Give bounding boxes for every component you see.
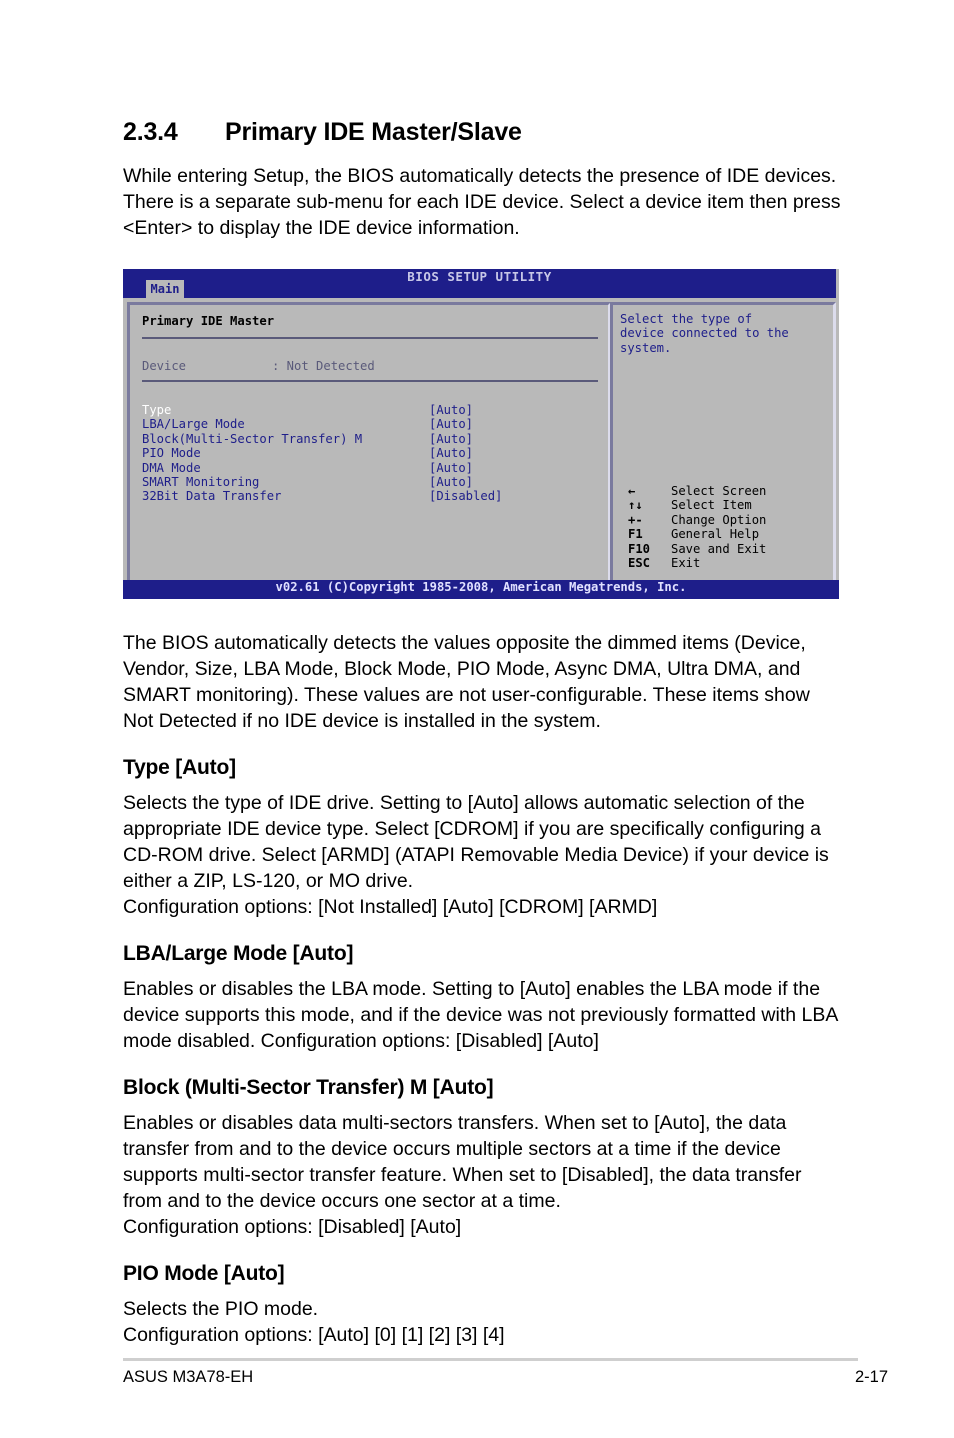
bios-divider-bottom xyxy=(142,380,598,382)
bios-item-label[interactable]: PIO Mode xyxy=(142,446,201,461)
bios-item-value[interactable]: [Auto] xyxy=(429,446,474,461)
bios-screen xyxy=(123,269,839,599)
bios-item-value[interactable]: [Auto] xyxy=(429,475,474,489)
bios-item-label[interactable]: Block(Multi-Sector Transfer) M xyxy=(142,431,363,446)
bios-help-panel xyxy=(610,302,836,584)
bios-divider-top xyxy=(142,337,598,339)
pio-heading: PIO Mode [Auto] xyxy=(123,1262,285,1285)
section-heading xyxy=(123,118,522,147)
bios-title: BIOS SETUP UTILITY xyxy=(407,269,552,284)
bios-item-value[interactable]: [Disabled] xyxy=(429,489,503,504)
block-options: Configuration options: [Disabled] [Auto] xyxy=(123,1216,462,1238)
block-description: Enables or disables data multi-sectors transfers. When set to [Auto], the data transfer from and to the device occurs multiple sectors at a time if the device supports multi-sector transfer feature. When set to [Disabled], the data transfer from and to the device occurs one sector at a time. xyxy=(123,1112,802,1212)
bios-key-description: Select Item xyxy=(671,498,752,513)
bios-key-name: ESC xyxy=(628,556,651,570)
footer-page-number: 2-17 xyxy=(854,1368,888,1386)
bios-item-value[interactable]: [Auto] xyxy=(429,417,474,432)
type-heading: Type [Auto] xyxy=(123,756,236,779)
bios-key-description: Exit xyxy=(671,556,701,570)
bios-settings-panel xyxy=(127,302,611,584)
footer-rule xyxy=(123,1358,858,1361)
bios-key-description: Change Option xyxy=(671,512,767,527)
bios-key-description: Select Screen xyxy=(671,484,767,498)
block-heading: Block (Multi-Sector Transfer) M [Auto] xyxy=(123,1076,494,1099)
lba-heading: LBA/Large Mode [Auto] xyxy=(123,942,354,965)
bios-key-description: Save and Exit xyxy=(671,541,767,556)
pio-options: Configuration options: [Auto] [0] [1] [2] [3] [4] xyxy=(123,1324,505,1346)
intro-paragraph: While entering Setup, the BIOS automatically detects the presence of IDE devices. There is a separate sub-menu for each IDE device. Select a device item then press <Enter> to display the IDE device information. xyxy=(123,165,841,239)
bios-panel-title: Primary IDE Master xyxy=(142,314,275,328)
bios-help-line: Select the type of xyxy=(620,312,753,326)
type-description: Selects the type of IDE drive. Setting to [Auto] allows automatic selection of the appropriate IDE device type. Select [CDROM] if you are specifically configuring a CD-ROM drive. Select [ARMD] (ATAPI Removable Media Device) if your device is either a ZIP, LS-120, or MO drive. xyxy=(123,792,829,892)
bios-key-name: ↑↓ xyxy=(628,498,643,513)
bios-item-label[interactable]: DMA Mode xyxy=(142,460,201,475)
lba-description: Enables or disables the LBA mode. Setting to [Auto] enables the LBA mode if the device supports this mode, and if the device was not previously formatted with LBA mode disabled. Configuration options: [Disabled] [Auto] xyxy=(123,978,838,1052)
bios-item-label[interactable]: SMART Monitoring xyxy=(142,475,260,489)
bios-tab-main[interactable]: Main xyxy=(146,280,184,298)
bios-device-value: : Not Detected xyxy=(272,359,375,373)
footer-product: ASUS M3A78-EH xyxy=(123,1368,254,1386)
after-bios-paragraph: The BIOS automatically detects the values opposite the dimmed items (Device, Vendor, Size, LBA Mode, Block Mode, PIO Mode, Async DMA, Ultra DMA, and SMART monitoring). These values are not user-configurable. These items show Not Detected if no IDE device is installed in the system. xyxy=(123,632,810,732)
bios-item-label[interactable]: Type xyxy=(142,403,172,417)
section-title: Primary IDE Master/Slave xyxy=(225,118,522,146)
pio-description: Selects the PIO mode. xyxy=(123,1298,319,1320)
bios-item-value[interactable]: [Auto] xyxy=(429,460,474,475)
bios-item-label[interactable]: 32Bit Data Transfer xyxy=(142,489,282,504)
bios-item-value[interactable]: [Auto] xyxy=(429,431,474,446)
bios-key-description: General Help xyxy=(671,527,760,542)
bios-copyright: v02.61 (C)Copyright 1985-2008, American Megatrends, Inc. xyxy=(123,580,839,599)
bios-item-label[interactable]: LBA/Large Mode xyxy=(142,417,245,432)
bios-help-line: device connected to the xyxy=(620,326,789,341)
bios-device-label: Device xyxy=(142,359,187,373)
bios-help-line: system. xyxy=(620,340,672,355)
bios-item-value[interactable]: [Auto] xyxy=(429,403,474,417)
type-options: Configuration options: [Not Installed] [Auto] [CDROM] [ARMD] xyxy=(123,896,658,918)
bios-key-name: F1 xyxy=(628,527,643,542)
bios-key-name: +- xyxy=(628,512,643,527)
section-number: 2.3.4 xyxy=(123,118,178,146)
bios-key-name: ← xyxy=(628,484,636,498)
bios-title-bar xyxy=(123,269,836,298)
bios-key-name: F10 xyxy=(628,541,651,556)
